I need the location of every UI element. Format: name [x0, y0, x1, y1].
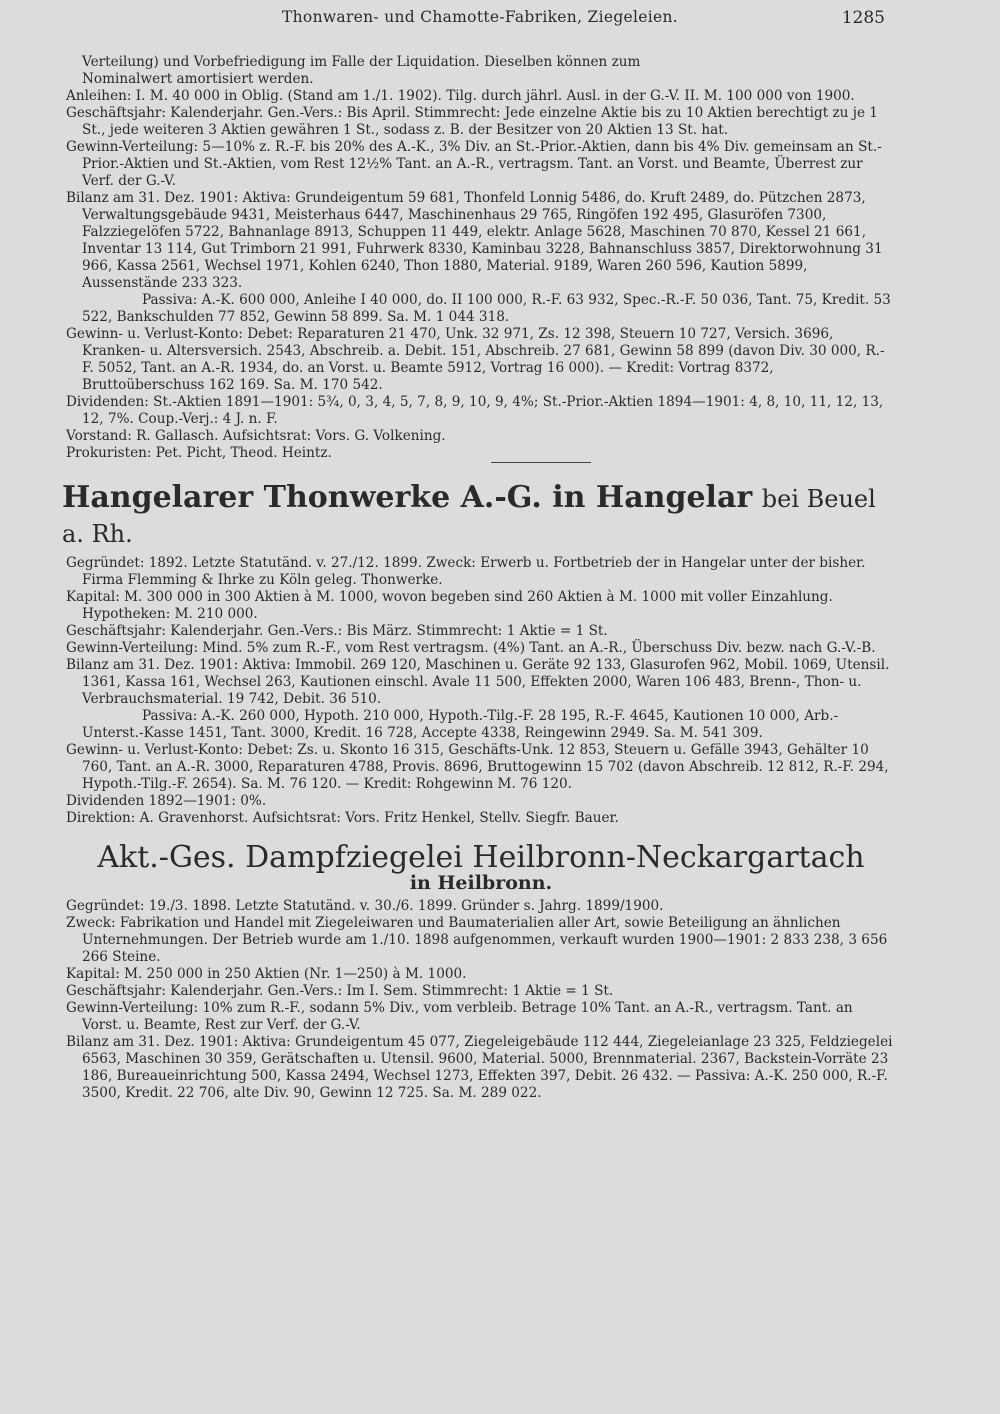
company2-section — [66, 555, 896, 827]
running-header: Thonwaren- und Chamotte-Fabriken, Ziegeleien. — [282, 8, 678, 26]
paragraph: Anleihen: I. M. 40 000 in Oblig. (Stand am 1./1. 1902). Tilg. durch jährl. Ausl. in der G.-V. II. M. 100 000 von 1900. — [66, 88, 855, 104]
paragraph: Gewinn-Verteilung: Mind. 5% zum R.-F., vom Rest vertragsm. (4%) Tant. an A.-R., Überschuss Div. bezw. nach G.-V.-B. — [66, 640, 876, 656]
paragraph: Gewinn-Verteilung: 10% zum R.-F., sodann 5% Div., vom verbleib. Betrage 10% Tant. an A.-R., vertragsm. Tant. an Vorst. u. Beamte, Rest zur Verf. der G.-V. — [66, 1000, 853, 1033]
paragraph: Bilanz am 31. Dez. 1901: Aktiva: Immobil. 269 120, Maschinen u. Geräte 92 133, Glasurofen 962, Mobil. 1069, Utensil. 1361, Kassa 161, Wechsel 263, Kautionen einschl. Avale 11 500, Effekten 2000, Waren 106 483, Brenn-, Thon- u. Verbrauchsmaterial. 19 742, Debit. 36 510. — [66, 657, 890, 707]
divider — [491, 462, 591, 463]
paragraph: Geschäftsjahr: Kalenderjahr. Gen.-Vers.: Bis März. Stimmrecht: 1 Aktie = 1 St. — [66, 623, 608, 639]
company3-title: Akt.-Ges. Dampfziegelei Heilbronn-Neckargartach — [97, 840, 865, 875]
company2-location: bei Beuel a. Rh. — [62, 485, 876, 548]
paragraph: Vorstand: R. Gallasch. Aufsichtsrat: Vors. G. Volkening. — [66, 428, 446, 444]
paragraph: Gewinn-Verteilung: 5—10% z. R.-F. bis 20% des A.-K., 3% Div. an St.-Prior.-Aktien, dann bis 4% Div. gemeinsam an St.-Prior.-Aktien und St.-Aktien, vom Rest 12½% Tant. an A.-R., vertragsm. Tant. an Vorst. und Beamte, Überrest zur Verf. der G.-V. — [66, 139, 882, 189]
paragraph: Zweck: Fabrikation und Handel mit Ziegeleiwaren und Baumaterialien aller Art, sowie Beteiligung an ähnlichen Unternehmungen. Der Betrieb wurde am 1./10. 1898 aufgenommen, verkauft wurden 1900—1901: 2 833 238, 3 656 266 Steine. — [66, 915, 888, 965]
company1-section — [66, 54, 896, 463]
paragraph: Dividenden: St.-Aktien 1891—1901: 5¾, 0, 3, 4, 5, 7, 8, 9, 10, 9, 4%; St.-Prior.-Aktien 1894—1901: 4, 8, 10, 11, 12, 13, 12, 7%. Coup.-Verj.: 4 J. n. F. — [66, 394, 884, 427]
paragraph: Kapital: M. 250 000 in 250 Aktien (Nr. 1—250) à M. 1000. — [66, 966, 467, 982]
company3-section — [66, 898, 896, 1102]
paragraph: Kapital: M. 300 000 in 300 Aktien à M. 1000, wovon begeben sind 260 Aktien à M. 1000 mit voller Einzahlung. Hypotheken: M. 210 000. — [66, 589, 833, 622]
paragraph: Verteilung) und Vorbefriedigung im Falle der Liquidation. Dieselben können zum — [82, 54, 641, 70]
paragraph: Bilanz am 31. Dez. 1901: Aktiva: Grundeigentum 45 077, Ziegeleigebäude 112 444, Ziegeleianlage 23 325, Feldziegelei 6563, Maschinen 30 359, Gerätschaften u. Utensil. 9600, Material. 5000, Brennmaterial. 2367, Backstein-Vorräte 23 186, Bureaueinrichtung 500, Kassa 2494, Wechsel 1273, Effekten 397, Debit. 26 432. — Passiva: A.-K. 250 000, R.-F. 3500, Kredit. 22 706, alte Div. 90, Gewinn 12 725. Sa. M. 289 022. — [66, 1034, 893, 1101]
paragraph: Geschäftsjahr: Kalenderjahr. Gen.-Vers.: Bis April. Stimmrecht: Jede einzelne Aktie bis zu 10 Aktien berechtigt zu je 1 St., jede weiteren 3 Aktien gewähren 1 St., sodass z. B. der Besitzer von 20 Aktien 13 St. hat. — [66, 105, 878, 138]
company2-title — [62, 481, 896, 551]
company2-name: Hangelarer Thonwerke A.-G. in Hangelar — [62, 480, 753, 515]
paragraph: Gegründet: 1892. Letzte Statutänd. v. 27./12. 1899. Zweck: Erwerb u. Fortbetrieb der in Hangelar unter der bisher. Firma Flemming & Ihrke zu Köln geleg. Thonwerke. — [66, 555, 866, 588]
content — [62, 54, 896, 1102]
paragraph: Bilanz am 31. Dez. 1901: Aktiva: Grundeigentum 59 681, Thonfeld Lonnig 5486, do. Kruft 2489, do. Pützchen 2873, Verwaltungsgebäude 9431, Meisterhaus 6447, Maschinenhaus 29 765, Ringöfen 192 495, Glasuröfen 7300, Falzziegelöfen 5722, Bahnanlage 8913, Schuppen 11 449, elektr. Anlage 5628, Maschinen 70 870, Kessel 21 661, Inventar 13 114, Gut Trimborn 21 991, Fuhrwerk 8330, Kaminbau 3228, Bahnanschluss 3857, Direktorwohnung 31 966, Kassa 2561, Wechsel 1971, Kohlen 6240, Thon 1880, Material. 9189, Waren 260 596, Kaution 5899, Aussenstände 233 323. — [66, 190, 883, 291]
paragraph: Nominalwert amortisiert werden. — [82, 71, 314, 87]
paragraph: Passiva: A.-K. 600 000, Anleihe I 40 000, do. II 100 000, R.-F. 63 932, Spec.-R.-F. 50 036, Tant. 75, Kredit. 53 522, Bankschulden 77 852, Gewinn 58 899. Sa. M. 1 044 318. — [82, 292, 891, 325]
paragraph: Gewinn- u. Verlust-Konto: Debet: Reparaturen 21 470, Unk. 32 971, Zs. 12 398, Steuern 10 727, Versich. 3696, Kranken- u. Altersversich. 2543, Abschreib. a. Debit. 151, Abschreib. 27 681, Gewinn 58 899 (davon Div. 30 000, R.-F. 5052, Tant. an A.-R. 1934, do. an Vorst. u. Beamte 5912, Vortrag 16 000). — Kredit: Vortrag 8372, Bruttoüberschuss 162 169. Sa. M. 170 542. — [66, 326, 885, 393]
paragraph: Geschäftsjahr: Kalenderjahr. Gen.-Vers.: Im I. Sem. Stimmrecht: 1 Aktie = 1 St. — [66, 983, 614, 999]
paragraph: Prokuristen: Pet. Picht, Theod. Heintz. — [66, 445, 332, 461]
paragraph: Gewinn- u. Verlust-Konto: Debet: Zs. u. Skonto 16 315, Geschäfts-Unk. 12 853, Steuern u. Gefälle 3943, Gehälter 10 760, Tant. an A.-R. 3000, Reparaturen 4788, Provis. 8696, Bruttogewinn 15 702 (davon Abschreib. 12 812, R.-F. 294, Hypoth.-Tilg.-F. 2654). Sa. M. 76 120. — Kredit: Rohgewinn M. 76 120. — [66, 742, 889, 792]
paragraph: Passiva: A.-K. 260 000, Hypoth. 210 000, Hypoth.-Tilg.-F. 28 195, R.-F. 4645, Kautionen 10 000, Arb.-Unterst.-Kasse 1451, Tant. 3000, Kredit. 16 728, Accepte 4338, Reingewinn 2949. Sa. M. 541 309. — [82, 708, 839, 741]
paragraph: Gegründet: 19./3. 1898. Letzte Statutänd. v. 30./6. 1899. Gründer s. Jahrg. 1899/1900. — [66, 898, 664, 914]
page-number: 1285 — [841, 8, 885, 28]
paragraph: Dividenden 1892—1901: 0%. — [66, 793, 267, 809]
company3-subtitle: in Heilbronn. — [409, 872, 553, 894]
paragraph: Direktion: A. Gravenhorst. Aufsichtsrat: Vors. Fritz Henkel, Stellv. Siegfr. Bauer. — [66, 810, 619, 826]
